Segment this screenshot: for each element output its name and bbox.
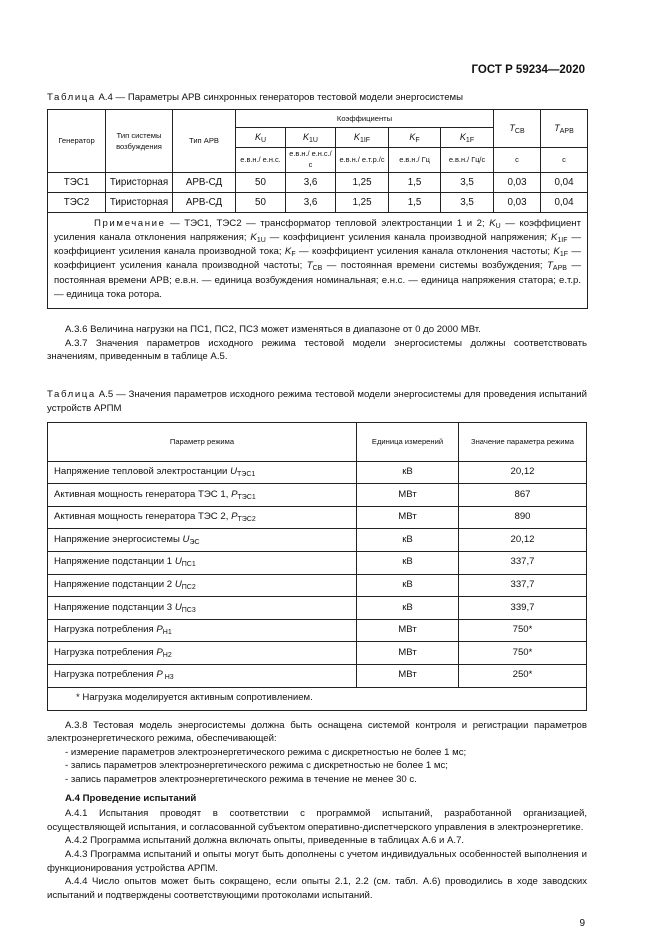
parameter-cell: Нагрузка потребления P $_{Н3}$ bbox=[48, 665, 357, 688]
table-a4 bbox=[47, 109, 588, 309]
table-row bbox=[48, 172, 588, 192]
table-row bbox=[48, 461, 587, 484]
paragraph-a4-2: А.4.2 Программа испытаний должна включать опыты, приведенные в таблицах А.6 и А.7. bbox=[65, 835, 465, 847]
note-text: — коэффициент усиления канала отклонения частоты; bbox=[295, 246, 554, 258]
paragraph-a4-4: А.4.4 Число опытов может быть сокращено, если опыты 2.1, 2.2 (см. табл. А.6) проводились в ходе заводских испытаний и подтверждены соответствующими протоколами испытаний. bbox=[47, 876, 587, 901]
table-row bbox=[48, 529, 587, 552]
parameter-cell: Нагрузка потребления $P_{Н2}$ bbox=[48, 642, 357, 665]
table-cell: АРВ-СД bbox=[173, 172, 236, 192]
value-cell: 337,7 bbox=[459, 552, 587, 575]
table-cell: 1,25 bbox=[336, 192, 389, 212]
header-arv-type: Тип АРВ bbox=[173, 109, 236, 172]
unit-cell: кВ bbox=[357, 461, 459, 484]
table-cell: 0,04 bbox=[541, 192, 588, 212]
section-a3-paragraphs bbox=[47, 323, 587, 364]
note-text: — коэффициент усиления канала отклонения напряжения; bbox=[54, 217, 581, 244]
header-unit: е.в.н./ Гц bbox=[389, 147, 441, 172]
unit-cell: МВт bbox=[357, 642, 459, 665]
table-cell: 3,6 bbox=[286, 172, 336, 192]
note-text: — коэффициент усиления канала производной напряжения; bbox=[265, 232, 551, 244]
paragraph-a4-1: А.4.1 Испытания проводят в соответствии с программой испытаний, разработанной организацией, осуществляющей испытания, и согласованной субъектом оперативно-диспетчерского управления в электроэнергетике. bbox=[47, 808, 587, 833]
paragraph-a4-3: А.4.3 Программа испытаний и опыты могут быть дополнены с учетом индивидуальных особенностей выполнения и функционирования устройства АРПМ. bbox=[47, 849, 587, 874]
table-cell: 50 bbox=[236, 172, 286, 192]
note-symbol: $K_F$ bbox=[284, 246, 296, 259]
note-label: Примечание bbox=[94, 217, 166, 229]
table-cell: 3,6 bbox=[286, 192, 336, 212]
value-cell: 20,12 bbox=[459, 461, 587, 484]
table-row bbox=[48, 574, 587, 597]
table-cell: Тиристорная bbox=[106, 192, 173, 212]
parameter-cell: Напряжение энергосистемы $U_{ЭС}$ bbox=[48, 529, 357, 552]
note-symbol: $K_{1F}$ bbox=[553, 246, 568, 259]
value-cell: 867 bbox=[459, 484, 587, 507]
table-cell: АРВ-СД bbox=[173, 192, 236, 212]
document-id: ГОСТ Р 59234—2020 bbox=[471, 64, 585, 76]
note-text: — ТЭС1, ТЭС2 — трансформатор тепловой электростанции 1 и 2; bbox=[165, 217, 490, 229]
header-unit: е.в.н./ е.н.с./с bbox=[286, 147, 336, 172]
table-row bbox=[48, 192, 588, 212]
table-row bbox=[48, 642, 587, 665]
note-text: — постоянная времени системы возбуждения; bbox=[322, 260, 548, 272]
table-cell: 50 bbox=[236, 192, 286, 212]
parameter-cell: Напряжение подстанции 3 $U_{ПС3}$ bbox=[48, 597, 357, 620]
unit-cell: МВт bbox=[357, 484, 459, 507]
caption-text: А.5 — Значения параметров исходного режима тестовой модели энергосистемы для проведения испытаний устройств АРПМ bbox=[47, 388, 587, 414]
value-cell: 339,7 bbox=[459, 597, 587, 620]
parameter-cell: Активная мощность генератора ТЭС 1, $P_{ТЭС1}$ bbox=[48, 484, 357, 507]
unit-cell: кВ bbox=[357, 552, 459, 575]
note-text: — постоянная времени АРВ; е.в.н. — единица возбуждения номинальная; е.н.с. — единица напряжения статора; е.т.р. — единица тока ротора. bbox=[54, 260, 582, 300]
parameter-cell: Напряжение тепловой электростанции $U_{ТЭС1}$ bbox=[48, 461, 357, 484]
header-excitation: Тип системы возбуждения bbox=[106, 109, 173, 172]
value-cell: 890 bbox=[459, 506, 587, 529]
table-row bbox=[48, 506, 587, 529]
header-parameter: Параметр режима bbox=[48, 422, 357, 461]
table-cell: 1,5 bbox=[389, 172, 441, 192]
value-cell: 337,7 bbox=[459, 574, 587, 597]
caption-label: Таблица bbox=[47, 92, 96, 103]
list-item: - запись параметров электроэнергетического режима с дискретностью не более 1 мс; bbox=[65, 760, 448, 772]
value-cell: 250* bbox=[459, 665, 587, 688]
unit-cell: МВт bbox=[357, 506, 459, 529]
note-text: — коэффициент усиления канала производной тока; bbox=[54, 232, 582, 258]
header-unit: е.в.н./ е.н.с. bbox=[236, 147, 286, 172]
table-cell: 0,04 bbox=[541, 172, 588, 192]
table-cell: 0,03 bbox=[494, 192, 541, 212]
note-symbol: $K_{1U}$ bbox=[250, 232, 266, 245]
note-symbol: $K_{1IF}$ bbox=[551, 232, 568, 245]
table-cell: 3,5 bbox=[441, 192, 494, 212]
unit-cell: кВ bbox=[357, 529, 459, 552]
table-row bbox=[48, 552, 587, 575]
header-unit: е.в.н./ Гц/с bbox=[441, 147, 494, 172]
section-a3-8 bbox=[47, 719, 587, 903]
parameter-cell: Напряжение подстанции 1 $U_{ПС1}$ bbox=[48, 552, 357, 575]
paragraph-a3-6: А.3.6 Величина нагрузки на ПС1, ПС2, ПС3 может изменяться в диапазоне от 0 до 2000 МВт. bbox=[65, 324, 481, 336]
header-unit: Единица измерений bbox=[357, 422, 459, 461]
table-a4-caption bbox=[47, 91, 587, 105]
header-unit: е.в.н./ е.т.р./с bbox=[336, 147, 389, 172]
page-body bbox=[47, 91, 587, 930]
caption-label: Таблица bbox=[47, 388, 96, 400]
table-cell: ТЭС1 bbox=[48, 172, 106, 192]
value-cell: 750* bbox=[459, 642, 587, 665]
table-cell: ТЭС2 bbox=[48, 192, 106, 212]
unit-cell: МВт bbox=[357, 619, 459, 642]
value-cell: 20,12 bbox=[459, 529, 587, 552]
header-t-arv: $T_{АРВ}$ bbox=[541, 109, 588, 147]
header-t-cb: $T_{СВ}$ bbox=[494, 109, 541, 147]
paragraph-a3-8: А.3.8 Тестовая модель энергосистемы должна быть оснащена системой контроля и регистрации параметров электроэнергетического режима, обеспечивающей: bbox=[47, 719, 587, 745]
parameter-cell: Нагрузка потребления $P_{Н1}$ bbox=[48, 619, 357, 642]
table-cell: 1,5 bbox=[389, 192, 441, 212]
header-generator: Генератор bbox=[48, 109, 106, 172]
table-row bbox=[48, 597, 587, 620]
unit-cell: кВ bbox=[357, 574, 459, 597]
header-unit: с bbox=[541, 147, 588, 172]
note-symbol: $K_U$ bbox=[489, 217, 501, 230]
table-a5 bbox=[47, 422, 587, 711]
header-value: Значение параметра режима bbox=[459, 422, 587, 461]
section-title: А.4 Проведение испытаний bbox=[65, 792, 197, 804]
page-number: 9 bbox=[579, 917, 585, 929]
header-coefficient: $K_{1F}$ bbox=[441, 127, 494, 147]
parameter-cell: Активная мощность генератора ТЭС 2, $P_{ТЭС2}$ bbox=[48, 506, 357, 529]
header-coefficient: $K_{1U}$ bbox=[286, 127, 336, 147]
table-a4-note bbox=[48, 212, 588, 308]
header-coefficient: $K_F$ bbox=[389, 127, 441, 147]
table-a5-caption bbox=[47, 388, 587, 416]
table-cell: 3,5 bbox=[441, 172, 494, 192]
note-symbol: $T_{АРВ}$ bbox=[547, 260, 567, 273]
parameter-cell: Напряжение подстанции 2 $U_{ПС2}$ bbox=[48, 574, 357, 597]
header-coefficient: $K_{1IF}$ bbox=[336, 127, 389, 147]
unit-cell: кВ bbox=[357, 597, 459, 620]
list-item: - измерение параметров электроэнергетического режима с дискретностью не более 1 мс; bbox=[65, 746, 467, 758]
header-coefficient: $K_U$ bbox=[236, 127, 286, 147]
list-item: - запись параметров электроэнергетического режима в течение не менее 30 с. bbox=[65, 774, 417, 786]
table-row bbox=[48, 665, 587, 688]
value-cell: 750* bbox=[459, 619, 587, 642]
table-a5-footnote: * Нагрузка моделируется активным сопротивлением. bbox=[48, 687, 587, 710]
note-symbol: $T_{СВ}$ bbox=[306, 260, 323, 273]
caption-text: А.4 — Параметры АРВ синхронных генераторов тестовой модели энергосистемы bbox=[95, 92, 464, 103]
header-unit: с bbox=[494, 147, 541, 172]
table-cell: Тиристорная bbox=[106, 172, 173, 192]
note-text: — коэффициент усиления канала производной частоты; bbox=[54, 246, 582, 272]
header-coefficients: Коэффициенты bbox=[236, 109, 494, 127]
table-row bbox=[48, 484, 587, 507]
table-row bbox=[48, 619, 587, 642]
unit-cell: МВт bbox=[357, 665, 459, 688]
paragraph-a3-7: А.3.7 Значения параметров исходного режима тестовой модели энергосистемы должны соответствовать значениям, приведенным в таблице А.5. bbox=[47, 337, 587, 363]
table-cell: 0,03 bbox=[494, 172, 541, 192]
table-cell: 1,25 bbox=[336, 172, 389, 192]
